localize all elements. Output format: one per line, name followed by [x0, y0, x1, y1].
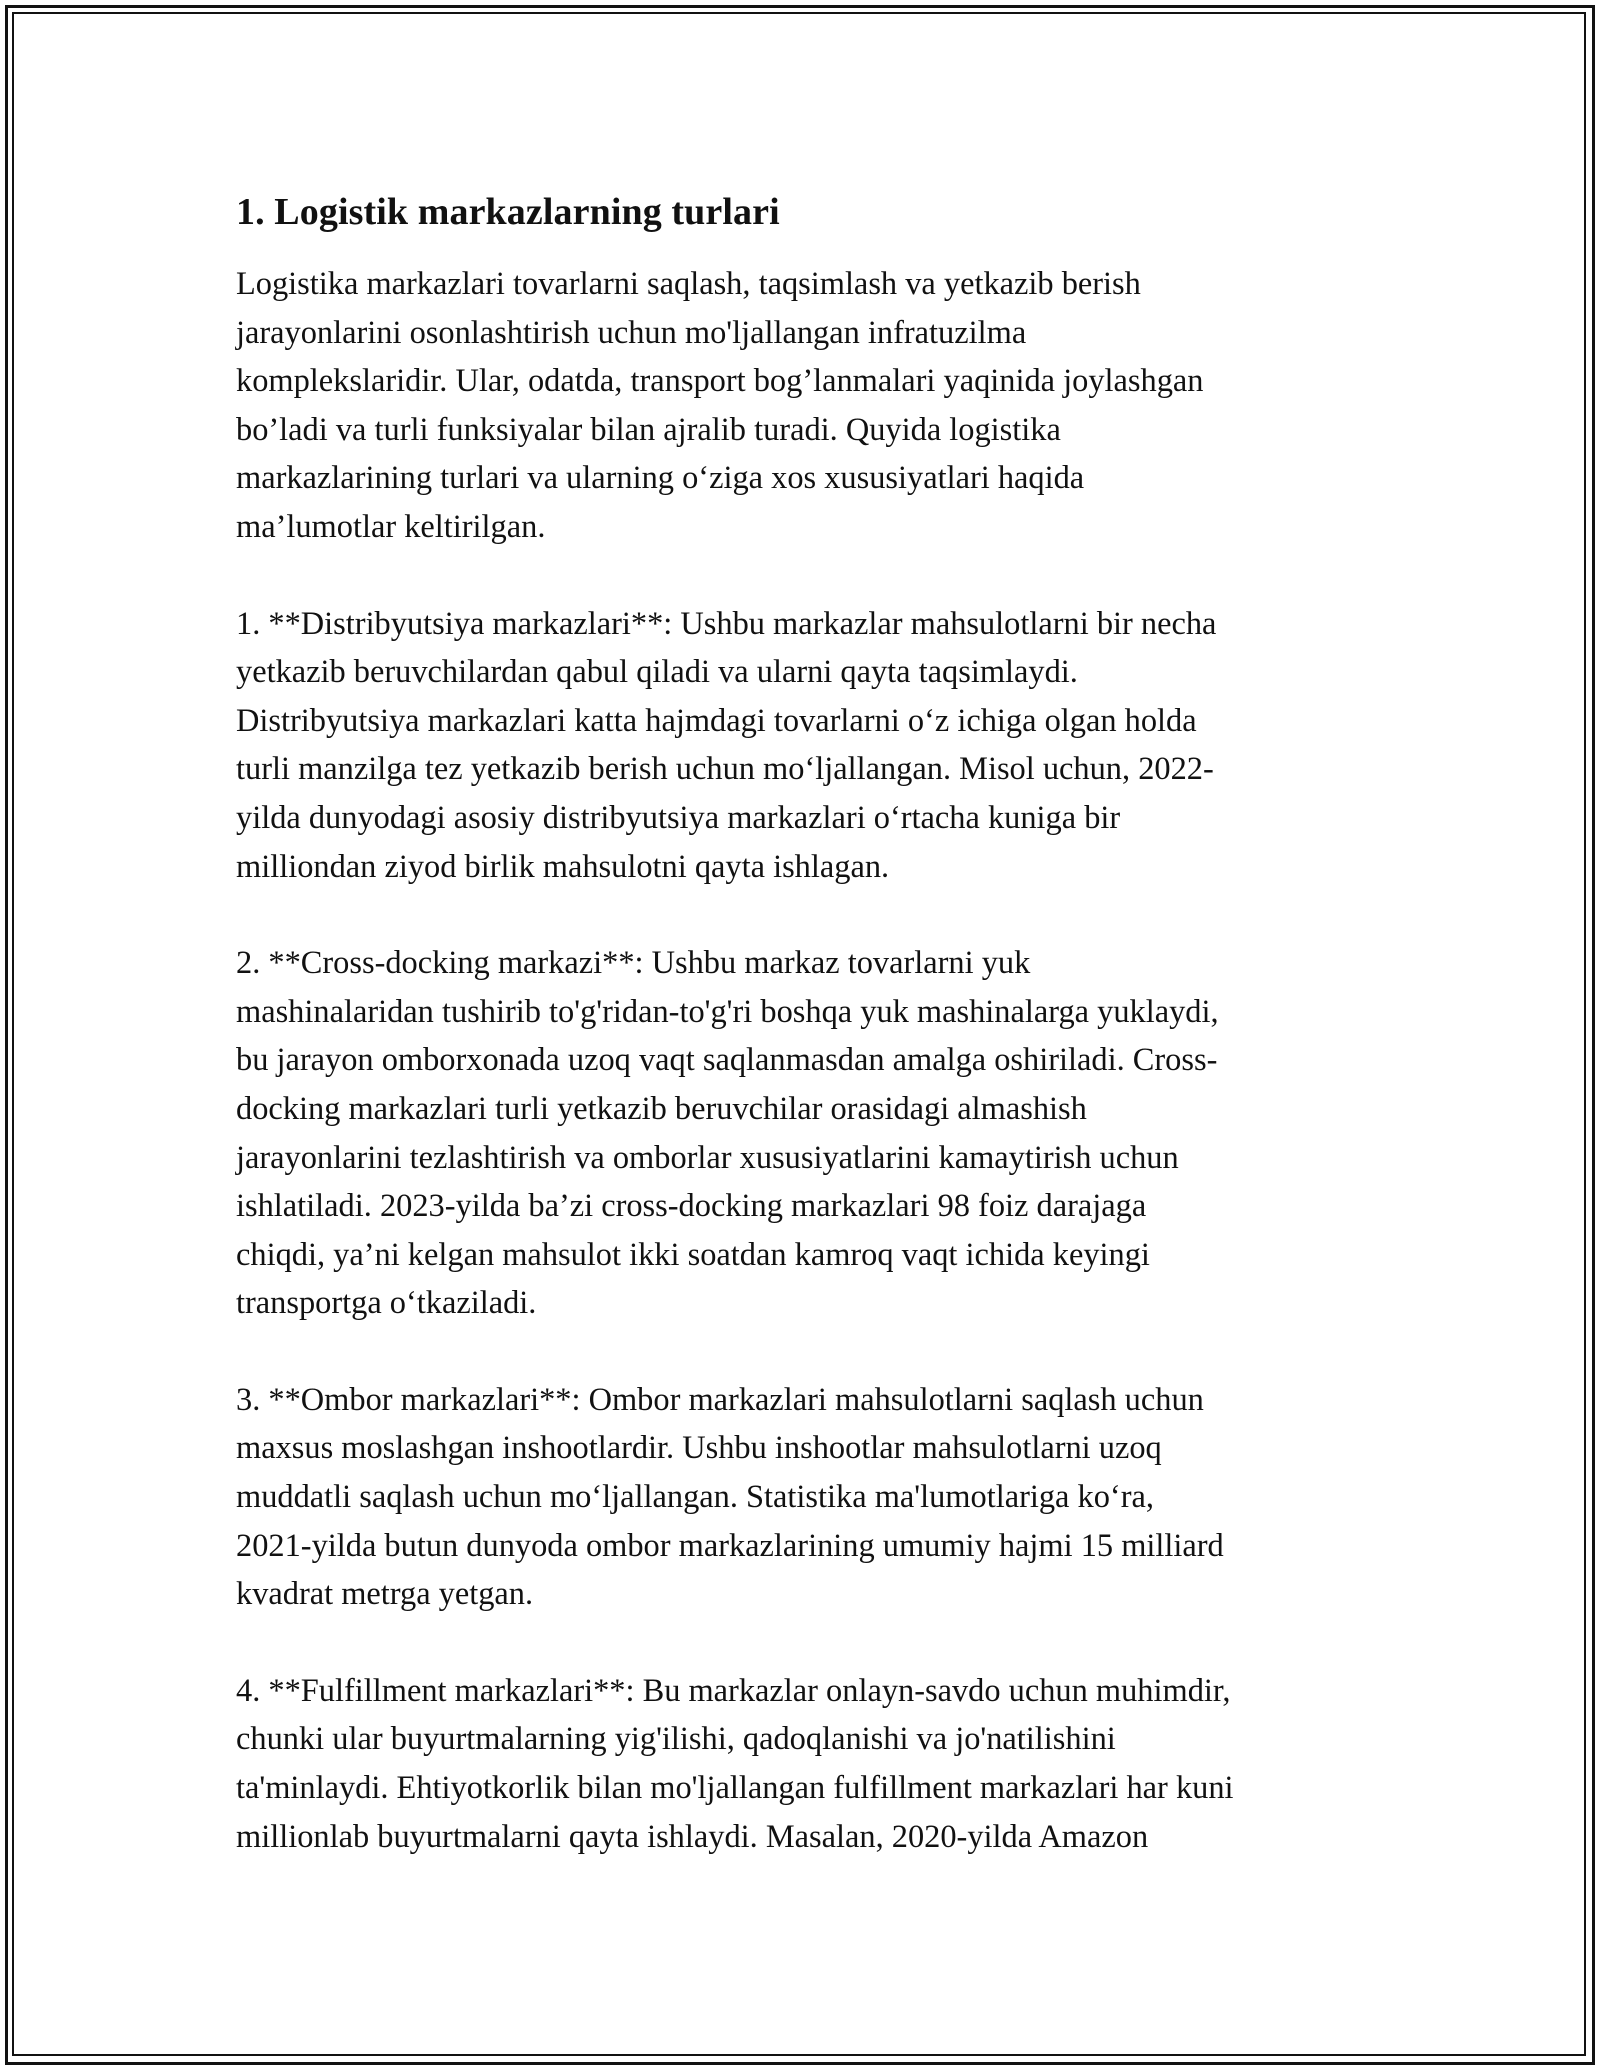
section-heading: 1. Logistik markazlarning turlari [236, 191, 780, 233]
intro-paragraph: Logistika markazlari tovarlarni saqlash, taqsimlash va yetkazib berish jarayonlarini osonlashtirish uchun mo'ljallangan infratuzilma komplekslaridir. Ular, odatda, transport bog’lanmalari yaqinida joylashgan bo’ladi va turli funksiyalar bilan ajralib turadi. Quyida logistika markazlarining turlari va ularning o‘ziga xos xususiyatlari haqida ma’lumotlar keltirilgan. [236, 266, 1204, 545]
list-item-fulfillment-centers: 4. **Fulfillment markazlari**: Bu markazlar onlayn-savdo uchun muhimdir, chunki ular buyurtmalarning yig'ilishi, qadoqlanishi va jo'natilishini ta'minlaydi. Ehtiyotkorlik bilan mo'ljallangan fulfillment markazlari har kuni millionlab buyurtmalarni qayta ishlaydi. Masalan, 2020-yilda Amazon [236, 1672, 1234, 1855]
list-item-distribution-centers: 1. **Distribyutsiya markazlari**: Ushbu markazlar mahsulotlarni bir necha yetkazib beruvchilardan qabul qiladi va ularni qayta taqsimlaydi. Distribyutsiya markazlari katta hajmdagi tovarlarni o‘z ichiga olgan holda turli manzilga tez yetkazib berish uchun mo‘ljallangan. Misol uchun, 2022- yilda dunyodagi asosiy distribyutsiya markazlari o‘rtacha kuniga bir milliondan ziyod birlik mahsulotni qayta ishlagan. [236, 605, 1217, 885]
list-item-cross-docking: 2. **Cross-docking markazi**: Ushbu markaz tovarlarni yuk mashinalaridan tushirib to'g'ridan-to'g'ri boshqa yuk mashinalarga yuklaydi, bu jarayon omborxonada uzoq vaqt saqlanmasdan amalga oshiriladi. Cross- docking markazlari turli yetkazib beruvchilar orasidagi almashish jarayonlarini tezlashtirish va omborlar xususiyatlarini kamaytirish uchun ishlatiladi. 2023-yilda ba’zi cross-docking markazlari 98 foiz darajaga chiqdi, ya’ni kelgan mahsulot ikki soatdan kamroq vaqt ichida keyingi transportga o‘tkaziladi. [236, 945, 1219, 1322]
list-item-warehouse-centers: 3. **Ombor markazlari**: Ombor markazlari mahsulotlarni saqlash uchun maxsus moslashgan inshootlardir. Ushbu inshootlar mahsulotlarni uzoq muddatli saqlash uchun mo‘ljallangan. Statistika ma'lumotlariga ko‘ra, 2021-yilda butun dunyoda ombor markazlarining umumiy hajmi 15 milliard kvadrat metrga yetgan. [236, 1381, 1224, 1613]
document-body [236, 186, 1366, 1909]
